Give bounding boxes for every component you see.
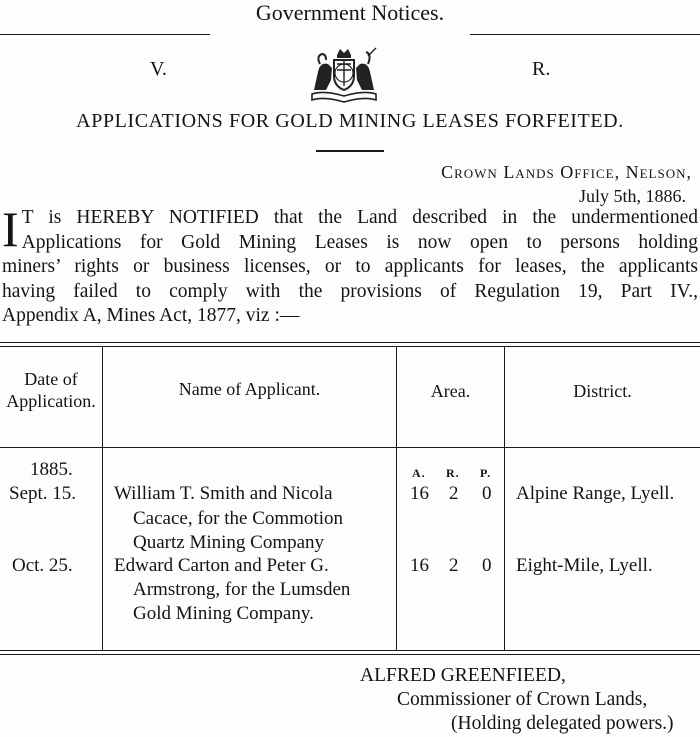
row-1-roods: 2 [449, 483, 459, 504]
row-1-acres: 16 [410, 483, 429, 504]
royal-coat-of-arms-icon [304, 46, 384, 104]
header-bottom-rule [0, 447, 700, 448]
area-unit-acres: A. [412, 466, 426, 480]
row-2-district: Eight-Mile, Lyell. [516, 555, 653, 576]
body-line-1: T is HEREBY NOTIFIED that the Land described in the undermentioned [21, 207, 698, 228]
table-top-rule-2 [0, 346, 700, 347]
area-unit-roods: R. [446, 466, 460, 480]
row-1-district: Alpine Range, Lyell. [516, 483, 675, 504]
row-1-name-line3: Quartz Mining Company [133, 532, 325, 553]
body-line-2: Applications for Gold Mining Leases is now open to persons holding [21, 231, 698, 253]
row-2-name-line2: Armstrong, for the Lumsden [133, 579, 351, 600]
royal-cypher-r: R. [532, 58, 551, 80]
royal-cypher-v: V. [150, 58, 167, 80]
header-rule-right [470, 34, 700, 35]
notice-body [2, 201, 698, 329]
table-top-rule [0, 342, 700, 343]
table-bottom-rule [0, 650, 700, 651]
body-line-5: Appendix A, Mines Act, 1877, viz :— [2, 305, 300, 326]
row-2-name-line3: Gold Mining Company. [133, 603, 314, 624]
office-location: Crown Lands Office, Nelson, [441, 162, 692, 182]
office-block [441, 160, 692, 208]
col-header-date [0, 368, 102, 412]
notice-date: July 5th, 1886. [578, 186, 686, 206]
signatory-title: Commissioner of Crown Lands, [397, 689, 648, 710]
title-underline [316, 150, 384, 152]
row-1-perches: 0 [482, 483, 492, 504]
drop-cap: I [2, 201, 19, 257]
col-header-date-line2: Application. [6, 391, 96, 411]
notice-title: APPLICATIONS FOR GOLD MINING LEASES FORFEITED. [76, 110, 624, 132]
col-header-date-line1: Date of [24, 369, 78, 389]
signatory-note: (Holding delegated powers.) [451, 713, 674, 734]
year-label: 1885. [30, 459, 73, 480]
table-bottom-rule-2 [0, 654, 700, 655]
col-header-area: Area. [430, 381, 471, 401]
row-1-name-line2: Cacace, for the Commotion [133, 508, 343, 529]
signatory-name: ALFRED GREENFIEED, [360, 665, 566, 686]
section-header: Government Notices. [255, 0, 445, 25]
row-2-acres: 16 [410, 555, 429, 576]
area-unit-perches: P. [480, 466, 492, 480]
col-header-name: Name of Applicant. [178, 379, 321, 399]
row-2-perches: 0 [482, 555, 492, 576]
col-header-district: District. [573, 381, 632, 401]
body-line-3: miners’ rights or business licenses, or to applicants for leases, the applicants [2, 256, 698, 277]
row-2-date: Oct. 25. [12, 555, 73, 576]
row-2-name-line1: Edward Carton and Peter G. [114, 555, 329, 576]
body-line-4: having failed to comply with the provisions of Regulation 19, Part IV., [2, 280, 698, 302]
row-1-name-line1: William T. Smith and Nicola [114, 483, 333, 504]
row-1-date: Sept. 15. [9, 483, 77, 504]
header-rule-left [0, 34, 210, 35]
row-2-roods: 2 [449, 555, 459, 576]
